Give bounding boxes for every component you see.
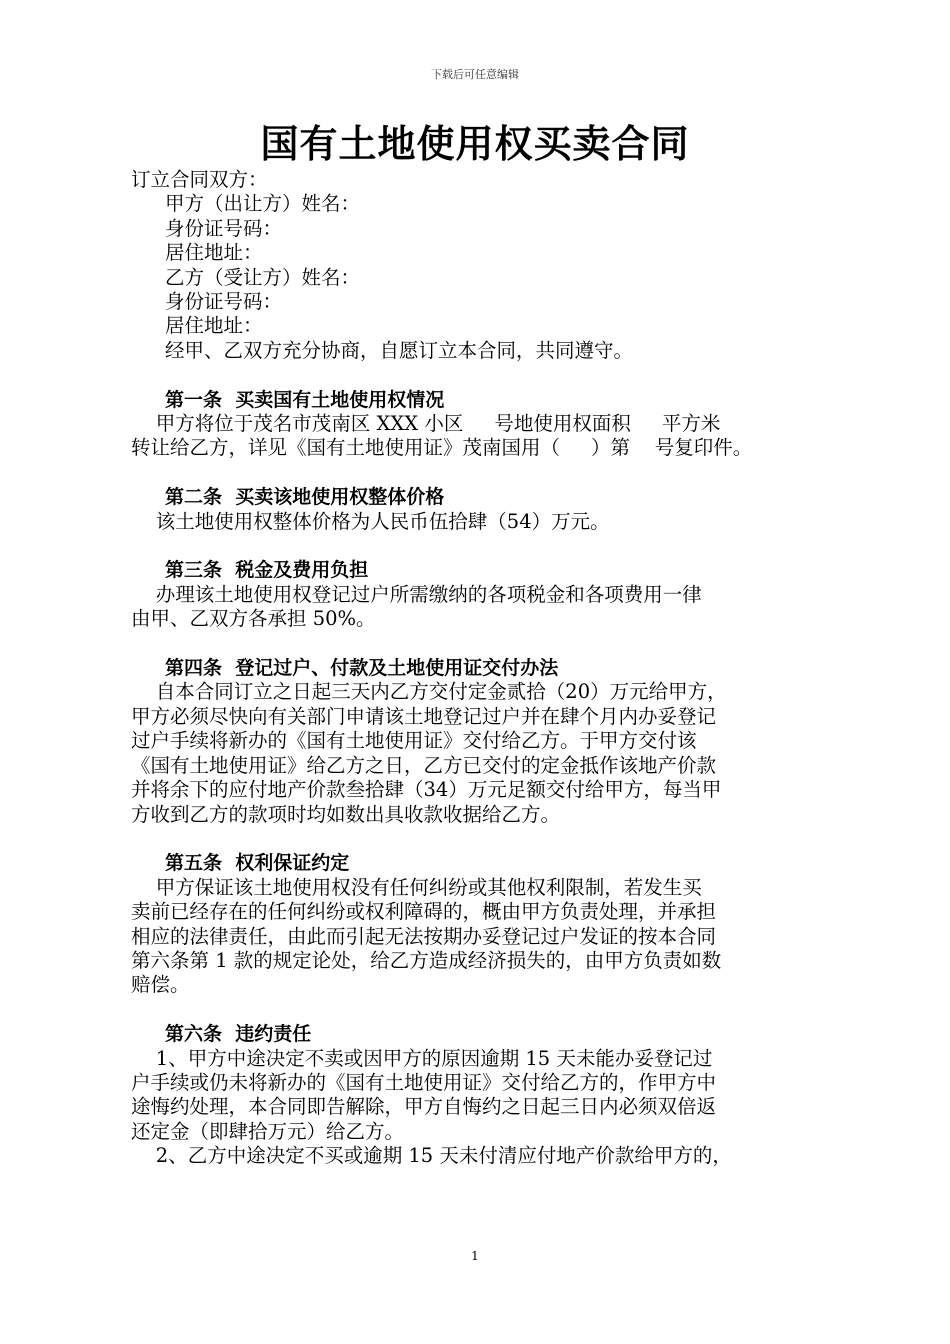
article-5-line: 赔偿。 bbox=[131, 973, 190, 997]
party-a-id: 身份证号码： bbox=[165, 216, 283, 240]
article-6-heading: 第六条 违约责任 bbox=[165, 1023, 312, 1046]
article-4-heading: 第四条 登记过户、付款及土地使用证交付办法 bbox=[165, 657, 559, 680]
article-4-line: 《国有土地使用证》给乙方之日，乙方已交付的定金抵作该地产价款 bbox=[131, 753, 717, 777]
article-1-line: 甲方将位于茂名市茂南区 XXX 小区 号地使用权面积 平方米 bbox=[131, 412, 721, 436]
contract-body bbox=[131, 168, 821, 1169]
party-b-address: 居住地址： bbox=[165, 314, 263, 338]
article-6-line: 2、乙方中途决定不买或逾期 15 天未付清应付地产价款给甲方的， bbox=[131, 1144, 732, 1168]
article-5-line: 第六条第 1 款的规定论处，给乙方造成经济损失的，由甲方负责如数 bbox=[131, 948, 722, 972]
article-1-line: 转让给乙方，详见《国有土地使用证》茂南国用（ ）第 号复印件。 bbox=[131, 436, 753, 460]
article-5-line: 甲方保证该土地使用权没有任何纠纷或其他权利限制，若发生买 bbox=[131, 875, 702, 899]
article-3-line: 办理该土地使用权登记过户所需缴纳的各项税金和各项费用一律 bbox=[131, 582, 702, 606]
party-a-address: 居住地址： bbox=[165, 241, 263, 265]
article-4-line: 并将余下的应付地产价款叁拾肆（34）万元足额交付给甲方，每当甲 bbox=[131, 778, 722, 802]
article-4-line: 自本合同订立之日起三天内乙方交付定金贰拾（20）万元给甲方， bbox=[131, 680, 727, 704]
page-number: 1 bbox=[471, 1249, 479, 1263]
article-2-heading: 第二条 买卖该地使用权整体价格 bbox=[165, 486, 445, 509]
article-5-heading: 第五条 权利保证约定 bbox=[165, 852, 350, 875]
agreement-statement: 经甲、乙双方充分协商，自愿订立本合同，共同遵守。 bbox=[165, 338, 634, 362]
article-4-line: 甲方必须尽快向有关部门申请该土地登记过户并在肆个月内办妥登记 bbox=[131, 704, 717, 728]
article-5-line: 卖前已经存在的任何纠纷或权利障碍的，概由甲方负责处理，并承担 bbox=[131, 900, 717, 924]
article-2-line: 该土地使用权整体价格为人民币伍拾肆（54）万元。 bbox=[131, 509, 610, 533]
article-5-line: 相应的法律责任，由此而引起无法按期办妥登记过户发证的按本合同 bbox=[131, 924, 717, 948]
article-4-line: 方收到乙方的款项时均如数出具收款收据给乙方。 bbox=[131, 802, 561, 826]
article-3-heading: 第三条 税金及费用负担 bbox=[165, 559, 369, 582]
party-b-id: 身份证号码： bbox=[165, 290, 283, 314]
party-b-name: 乙方（受让方）姓名： bbox=[165, 265, 361, 289]
article-1-heading: 第一条 买卖国有土地使用权情况 bbox=[165, 388, 445, 411]
article-6-line: 户手续或仍未将新办的《国有土地使用证》交付给乙方的，作甲方中 bbox=[131, 1070, 717, 1094]
parties-intro: 订立合同双方： bbox=[131, 168, 268, 191]
article-6-line: 1、甲方中途决定不卖或因甲方的原因逾期 15 天未能办妥登记过 bbox=[131, 1046, 713, 1070]
contract-title: 国有土地使用权买卖合同 bbox=[260, 122, 690, 166]
article-6-line: 还定金（即肆拾万元）给乙方。 bbox=[131, 1119, 405, 1143]
header-note: 下载后可任意编辑 bbox=[431, 68, 519, 81]
article-6-line: 途悔约处理，本合同即告解除，甲方自悔约之日起三日内必须双倍返 bbox=[131, 1095, 717, 1119]
party-a-name: 甲方（出让方）姓名： bbox=[165, 192, 361, 216]
article-3-line: 由甲、乙双方各承担 50%。 bbox=[131, 607, 376, 631]
article-4-line: 过户手续将新办的《国有土地使用证》交付给乙方。于甲方交付该 bbox=[131, 729, 697, 753]
